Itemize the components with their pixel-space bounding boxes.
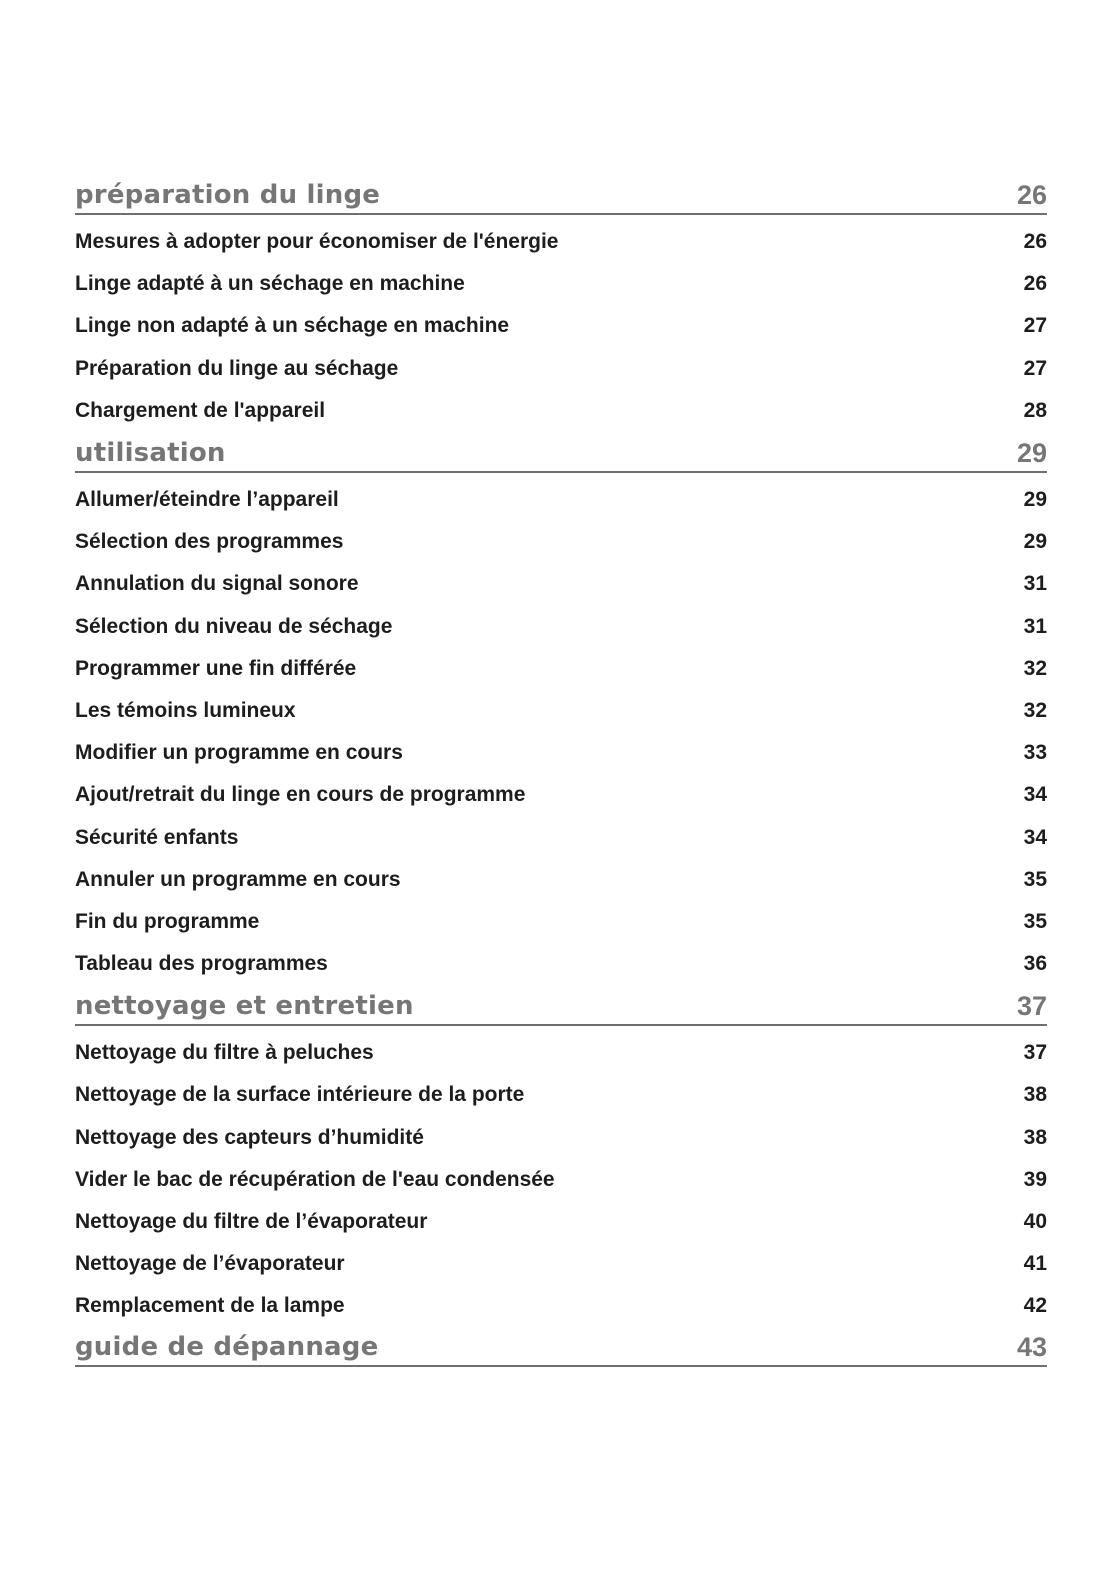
entry-label: Programmer une fin différée	[75, 656, 357, 680]
toc-section-preparation	[75, 176, 1047, 432]
toc-entry[interactable]	[75, 263, 1047, 305]
entry-label: Mesures à adopter pour économiser de l'énergie	[75, 230, 559, 254]
toc-entry[interactable]	[75, 1243, 1047, 1285]
entry-label: Les témoins lumineux	[75, 698, 296, 722]
entry-page-number: 31	[1023, 614, 1047, 638]
toc-entry[interactable]	[75, 1032, 1047, 1074]
entry-label: Nettoyage de la surface intérieure de la porte	[75, 1083, 525, 1107]
toc-section-utilisation	[75, 434, 1047, 985]
entry-page-number: 42	[1023, 1294, 1047, 1318]
entry-label: Remplacement de la lampe	[75, 1294, 345, 1318]
entry-label: Nettoyage du filtre à peluches	[75, 1041, 374, 1065]
entry-label: Vider le bac de récupération de l'eau condensée	[75, 1167, 555, 1191]
entry-page-number: 27	[1023, 314, 1047, 338]
entry-label: Fin du programme	[75, 909, 260, 933]
entry-label: Sécurité enfants	[75, 825, 239, 849]
toc-entry[interactable]	[75, 390, 1047, 432]
entry-page-number: 32	[1023, 698, 1047, 722]
entry-label: Linge non adapté à un séchage en machine	[75, 314, 510, 338]
entry-page-number: 29	[1023, 530, 1047, 554]
entry-page-number: 40	[1023, 1210, 1047, 1234]
entry-page-number: 35	[1023, 909, 1047, 933]
toc-section-depannage	[75, 1328, 1047, 1367]
entry-page-number: 36	[1023, 952, 1047, 976]
entry-page-number: 33	[1023, 741, 1047, 765]
entry-label: Préparation du linge au séchage	[75, 356, 399, 380]
entry-page-number: 29	[1023, 488, 1047, 512]
entry-label: Modifier un programme en cours	[75, 741, 403, 765]
section-heading[interactable]	[75, 1328, 1047, 1367]
entry-label: Annulation du signal sonore	[75, 572, 359, 596]
section-title: utilisation	[75, 437, 226, 468]
entry-label: Nettoyage du filtre de l’évaporateur	[75, 1210, 428, 1234]
section-entries	[75, 473, 1047, 985]
toc-entry[interactable]	[75, 1117, 1047, 1159]
section-heading[interactable]	[75, 987, 1047, 1026]
toc-entry[interactable]	[75, 859, 1047, 901]
entry-label: Chargement de l'appareil	[75, 398, 326, 422]
section-page-number: 37	[1016, 991, 1047, 1022]
toc-entry[interactable]	[75, 348, 1047, 390]
entry-label: Sélection des programmes	[75, 530, 344, 554]
entry-label: Sélection du niveau de séchage	[75, 614, 393, 638]
toc-entry[interactable]	[75, 816, 1047, 858]
section-page-number: 29	[1016, 437, 1047, 468]
entry-label: Nettoyage des capteurs d’humidité	[75, 1125, 424, 1149]
entry-page-number: 32	[1023, 656, 1047, 680]
section-title: nettoyage et entretien	[75, 991, 414, 1022]
entry-page-number: 31	[1023, 572, 1047, 596]
entry-page-number: 38	[1023, 1125, 1047, 1149]
entry-label: Annuler un programme en cours	[75, 867, 401, 891]
entry-page-number: 26	[1023, 230, 1047, 254]
entry-label: Tableau des programmes	[75, 952, 328, 976]
toc-entry[interactable]	[75, 943, 1047, 985]
toc-entry[interactable]	[75, 1201, 1047, 1243]
toc-entry[interactable]	[75, 521, 1047, 563]
toc-entry[interactable]	[75, 901, 1047, 943]
toc-entry[interactable]	[75, 732, 1047, 774]
entry-page-number: 38	[1023, 1083, 1047, 1107]
entry-page-number: 26	[1023, 272, 1047, 296]
toc-entry[interactable]	[75, 305, 1047, 347]
entry-page-number: 41	[1023, 1252, 1047, 1276]
toc-entry[interactable]	[75, 606, 1047, 648]
section-page-number: 43	[1016, 1331, 1047, 1362]
entry-label: Linge adapté à un séchage en machine	[75, 272, 465, 296]
section-entries	[75, 1026, 1047, 1327]
toc-entry[interactable]	[75, 479, 1047, 521]
table-of-contents	[75, 176, 1047, 1367]
entry-page-number: 37	[1023, 1041, 1047, 1065]
toc-entry[interactable]	[75, 1285, 1047, 1327]
toc-entry[interactable]	[75, 774, 1047, 816]
entry-page-number: 27	[1023, 356, 1047, 380]
entry-page-number: 35	[1023, 867, 1047, 891]
toc-section-nettoyage	[75, 987, 1047, 1327]
section-entries	[75, 215, 1047, 432]
section-title: préparation du linge	[75, 180, 381, 210]
entry-page-number: 39	[1023, 1167, 1047, 1191]
toc-entry[interactable]	[75, 1159, 1047, 1201]
toc-entry[interactable]	[75, 690, 1047, 732]
entry-page-number: 34	[1023, 825, 1047, 849]
entry-label: Allumer/éteindre l’appareil	[75, 488, 339, 512]
toc-entry[interactable]	[75, 1074, 1047, 1116]
entry-page-number: 34	[1023, 783, 1047, 807]
section-heading[interactable]	[75, 176, 1047, 215]
section-heading[interactable]	[75, 434, 1047, 473]
entry-page-number: 28	[1023, 398, 1047, 422]
toc-entry[interactable]	[75, 563, 1047, 605]
toc-entry[interactable]	[75, 648, 1047, 690]
section-title: guide de dépannage	[75, 1331, 379, 1362]
toc-entry[interactable]	[75, 221, 1047, 263]
entry-label: Ajout/retrait du linge en cours de programme	[75, 783, 526, 807]
section-page-number: 26	[1016, 180, 1047, 210]
entry-label: Nettoyage de l’évaporateur	[75, 1252, 345, 1276]
